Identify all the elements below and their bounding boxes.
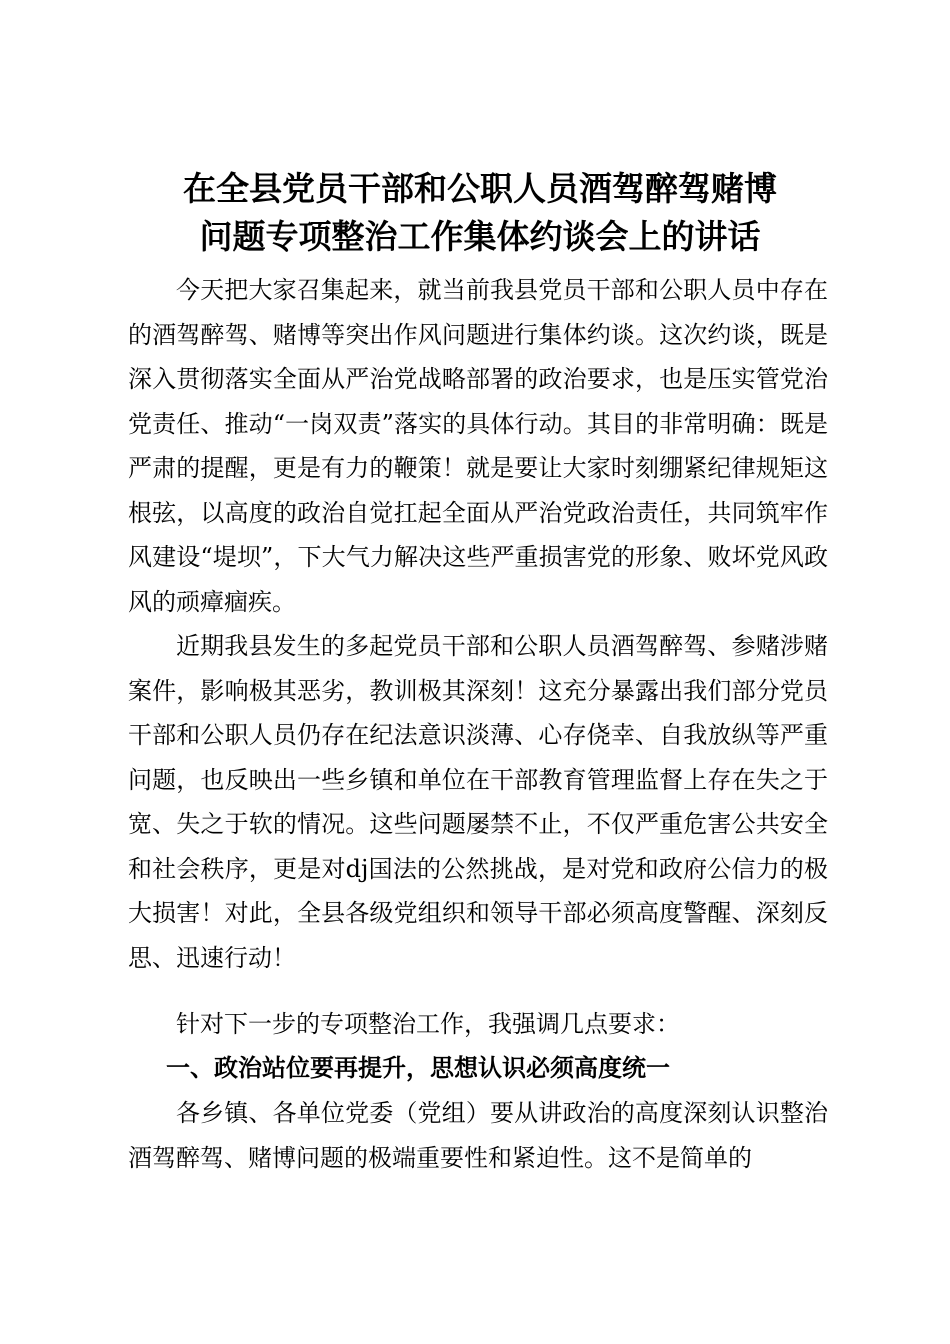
document-title-line-2: 问题专项整治工作集体约谈会上的讲话 xyxy=(199,217,761,256)
section-heading-1: 一、政治站位要再提升，思想认识必须高度统一 xyxy=(166,1053,670,1082)
paragraph-3: 针对下一步的专项整治工作，我强调几点要求： xyxy=(176,1010,680,1038)
paragraph-2: 近期我县发生的多起党员干部和公职人员酒驾醉驾、参赌涉赌案件，影响极其恶劣，教训极其深刻！这充分暴露出我们部分党员干部和公职人员仍存在纪法意识淡薄、心存侥幸、自我放纵等严重问题，也反映出一些乡镇和单位在干部教育管理监督上存在失之于宽、失之于软的情况。这些问题屡禁不止，不仅严重危害公共安全和社会秩序，更是对dj国法的公然挑战，是对党和政府公信力的极大损害！对此，全县各级党组织和领导干部必须高度警醒、深刻反思、迅速行动！ xyxy=(128,632,828,972)
paragraph-1: 今天把大家召集起来，就当前我县党员干部和公职人员中存在的酒驾醉驾、赌博等突出作风问题进行集体约谈。这次约谈，既是深入贯彻落实全面从严治党战略部署的政治要求，也是压实管党治党责任、推动“一岗双责”落实的具体行动。其目的非常明确：既是严肃的提醒，更是有力的鞭策！就是要让大家时刻绷紧纪律规矩这根弦，以高度的政治自觉扛起全面从严治党政治责任，共同筑牢作风建设“堤坝”，下大气力解决这些严重损害党的形象、败坏党风政风的顽瘴痼疾。 xyxy=(128,276,828,616)
paragraph-4: 各乡镇、各单位党委（党组）要从讲政治的高度深刻认识整治酒驾醉驾、赌博问题的极端重要性和紧迫性。这不是简单的 xyxy=(128,1099,828,1172)
document-title-line-1: 在全县党员干部和公职人员酒驾醉驾赌博 xyxy=(183,169,777,208)
